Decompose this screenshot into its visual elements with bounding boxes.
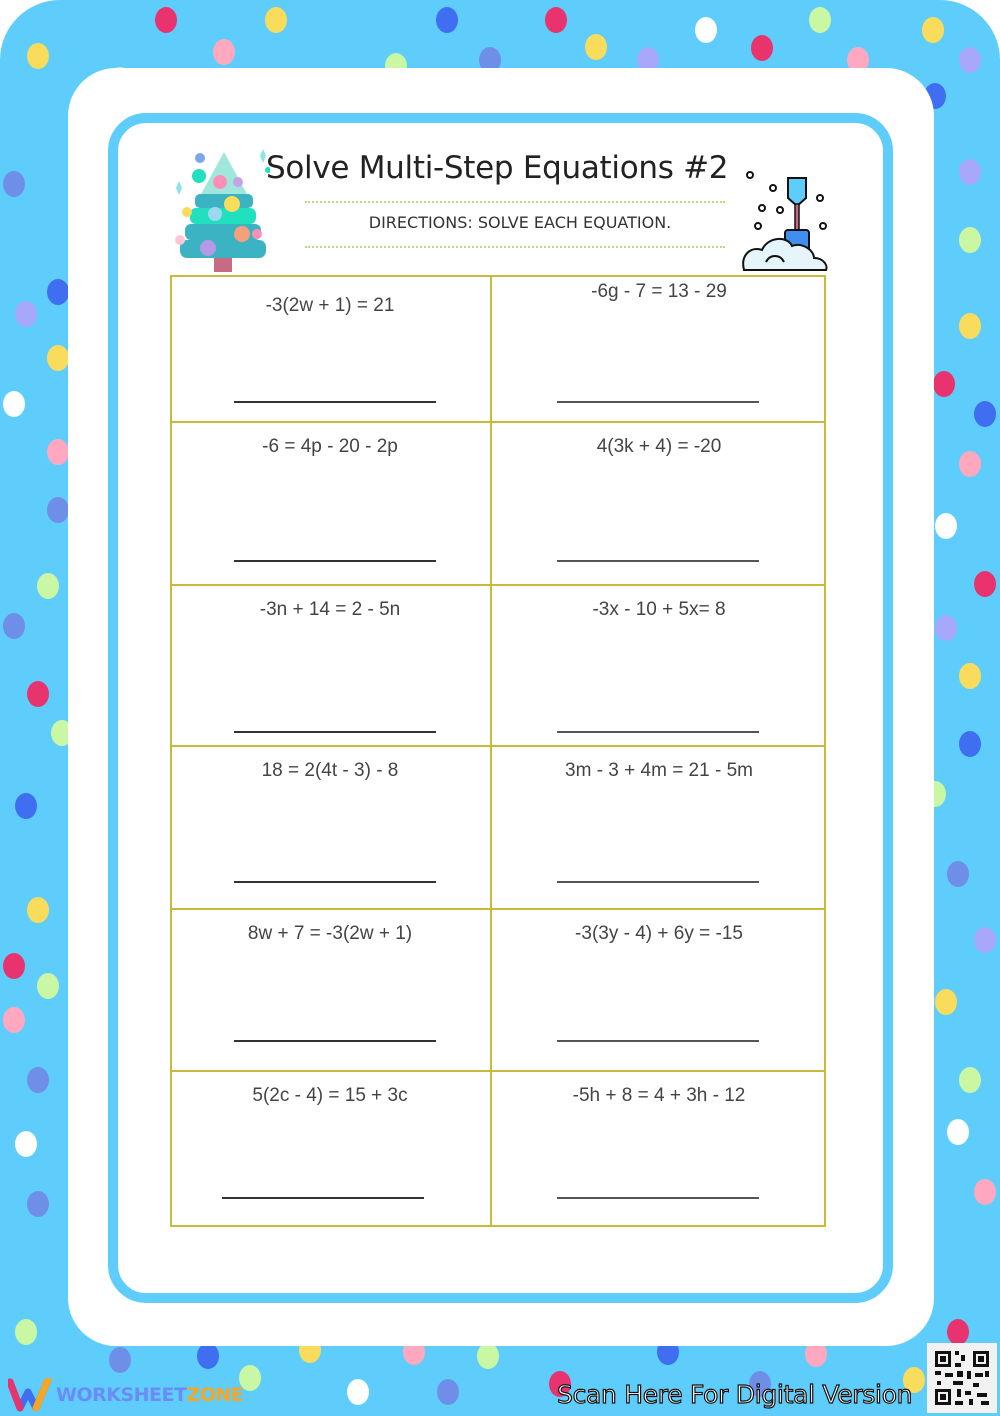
answer-line[interactable] <box>234 1040 436 1042</box>
confetti-dot <box>695 17 717 43</box>
confetti-dot <box>15 793 37 819</box>
problem-cell <box>492 747 826 910</box>
confetti-dot <box>37 573 59 599</box>
confetti-dot <box>27 1067 49 1093</box>
christmas-tree-icon <box>170 148 270 276</box>
confetti-dot <box>37 973 59 999</box>
equation-text: 3m - 3 + 4m = 21 - 5m <box>565 760 753 781</box>
confetti-dot <box>197 1343 219 1369</box>
confetti-dot <box>545 7 567 33</box>
confetti-dot <box>933 371 955 397</box>
confetti-dot <box>3 171 25 197</box>
confetti-dot <box>585 34 607 60</box>
equation-text: 4(3k + 4) = -20 <box>596 436 722 457</box>
confetti-dot <box>959 451 981 477</box>
confetti-dot <box>27 43 49 69</box>
title-divider-bottom <box>305 246 725 248</box>
confetti-dot <box>935 513 957 539</box>
equations-grid <box>170 275 826 1227</box>
confetti-dot <box>935 989 957 1015</box>
equation-text: -5h + 8 = 4 + 3h - 12 <box>572 1085 746 1106</box>
equation-text: 5(2c - 4) = 15 + 3c <box>252 1085 408 1106</box>
confetti-dot <box>3 613 25 639</box>
problem-cell <box>170 423 492 586</box>
equation-text: 8w + 7 = -3(2w + 1) <box>247 923 413 944</box>
confetti-dot <box>959 47 981 73</box>
confetti-dot <box>959 663 981 689</box>
confetti-dot <box>947 1319 969 1345</box>
problem-cell <box>492 586 826 747</box>
confetti-dot <box>27 897 49 923</box>
answer-line[interactable] <box>234 560 436 562</box>
confetti-dot <box>959 313 981 339</box>
answer-line[interactable] <box>222 1197 424 1199</box>
confetti-dot <box>751 35 773 61</box>
confetti-dot <box>974 571 996 597</box>
confetti-dot <box>436 7 458 33</box>
title-divider-top <box>305 201 725 203</box>
confetti-dot <box>974 401 996 427</box>
confetti-dot <box>15 1319 37 1345</box>
confetti-dot <box>477 1343 499 1369</box>
confetti-dot <box>27 1191 49 1217</box>
confetti-dot <box>947 1119 969 1145</box>
confetti-dot <box>437 1379 459 1405</box>
brand-name-part2: ZONE <box>186 1384 244 1406</box>
brand-name <box>56 1384 243 1406</box>
confetti-dot <box>974 1179 996 1205</box>
confetti-dot <box>3 391 25 417</box>
answer-line[interactable] <box>557 1040 759 1042</box>
equation-text: -3x - 10 + 5x= 8 <box>592 599 726 620</box>
confetti-dot <box>3 953 25 979</box>
qr-code-icon[interactable] <box>927 1343 997 1413</box>
answer-line[interactable] <box>557 1197 759 1199</box>
confetti-dot <box>809 7 831 33</box>
page-title: Solve Multi-Step Equations #2 <box>266 150 729 186</box>
brand-name-part1: WORKSHEET <box>56 1384 187 1406</box>
answer-line[interactable] <box>557 560 759 562</box>
equation-text: -6 = 4p - 20 - 2p <box>262 436 398 457</box>
equation-text: 18 = 2(4t - 3) - 8 <box>261 760 399 781</box>
confetti-dot <box>47 279 69 305</box>
answer-line[interactable] <box>557 401 759 403</box>
confetti-dot <box>959 227 981 253</box>
confetti-dot <box>109 1347 131 1373</box>
answer-line[interactable] <box>557 881 759 883</box>
problem-cell <box>170 275 492 423</box>
problem-cell <box>492 910 826 1072</box>
confetti-dot <box>155 7 177 33</box>
confetti-dot <box>47 497 69 523</box>
confetti-dot <box>15 1131 37 1157</box>
confetti-dot <box>265 7 287 33</box>
confetti-dot <box>974 927 996 953</box>
problem-cell <box>170 910 492 1072</box>
confetti-dot <box>213 39 235 65</box>
answer-line[interactable] <box>557 731 759 733</box>
scan-qr-text: Scan Here For Digital Version <box>557 1380 913 1409</box>
confetti-dot <box>947 861 969 887</box>
confetti-dot <box>935 615 957 641</box>
confetti-dot <box>959 1067 981 1093</box>
confetti-dot <box>47 345 69 371</box>
logo-w-icon <box>8 1378 56 1412</box>
snow-shovel-icon <box>740 170 830 276</box>
equation-text: -3(2w + 1) = 21 <box>265 295 395 316</box>
problem-cell <box>492 423 826 586</box>
problem-cell <box>170 586 492 747</box>
confetti-dot <box>922 17 944 43</box>
equation-text: -6g - 7 = 13 - 29 <box>591 281 727 302</box>
confetti-dot <box>959 159 981 185</box>
problem-cell <box>492 1072 826 1227</box>
problem-cell <box>170 747 492 910</box>
problem-cell <box>492 275 826 423</box>
confetti-dot <box>15 301 37 327</box>
answer-line[interactable] <box>234 401 436 403</box>
directions-text: DIRECTIONS: SOLVE EACH EQUATION. <box>368 213 672 232</box>
confetti-dot <box>27 681 49 707</box>
equation-text: -3(3y - 4) + 6y = -15 <box>575 923 743 944</box>
confetti-dot <box>3 1007 25 1033</box>
confetti-dot <box>959 731 981 757</box>
worksheetzone-logo <box>8 1378 243 1412</box>
problem-cell <box>170 1072 492 1227</box>
answer-line[interactable] <box>234 881 436 883</box>
confetti-dot <box>347 1379 369 1405</box>
confetti-dot <box>47 439 69 465</box>
answer-line[interactable] <box>234 731 436 733</box>
equation-text: -3n + 14 = 2 - 5n <box>259 599 401 620</box>
